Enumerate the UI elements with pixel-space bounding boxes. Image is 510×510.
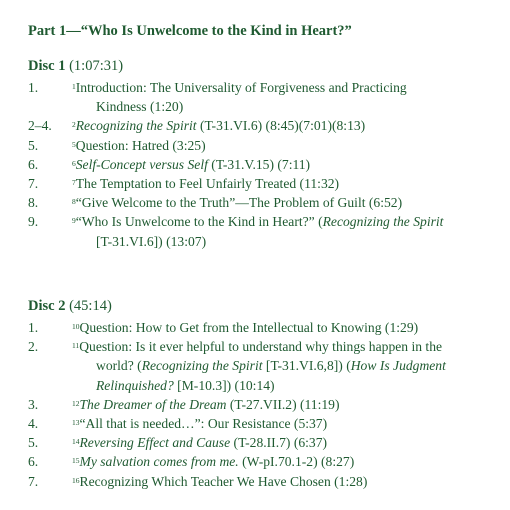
footnote-marker: 6 — [72, 158, 76, 168]
item-text: (T-27.VII.2) (11:19) — [226, 396, 340, 412]
disc-2-track-list — [28, 318, 498, 491]
italic-title-text: Recognizing the Spirit — [322, 214, 444, 230]
item-text: [T-31.VI.6]) (13:07) — [96, 233, 207, 249]
italic-title-text: Recognizing the Spirit — [141, 358, 263, 374]
track-item — [28, 395, 498, 414]
track-number: 7. — [28, 176, 39, 192]
item-text: [M-10.3]) (10:14) — [173, 377, 275, 393]
track-item — [28, 414, 498, 433]
item-text: Question: Hatred (3:25) — [75, 137, 206, 153]
track-item — [28, 116, 498, 135]
item-continuation-line — [72, 97, 498, 116]
track-number: 5. — [28, 435, 39, 451]
disc-2-heading — [28, 297, 112, 316]
item-text: “All that is needed…”: Our Resistance (5:37) — [79, 416, 328, 432]
disc-1-track-list — [28, 78, 498, 251]
disc-1-heading — [28, 57, 123, 76]
track-item — [28, 136, 498, 155]
footnote-marker: 16 — [72, 475, 80, 485]
item-text: (W-pI.70.1-2) (8:27) — [238, 454, 355, 470]
footnote-marker: 1 — [72, 82, 76, 91]
footnote-marker: 14 — [72, 437, 80, 447]
track-item — [28, 193, 498, 212]
track-number: 1. — [28, 320, 39, 335]
track-number: 3. — [28, 396, 39, 412]
item-text: Question: Is it ever helpful to understand why things happen in the — [79, 339, 443, 355]
item-continuation-line — [72, 232, 498, 251]
track-number: 6. — [28, 454, 39, 470]
disc-duration: (45:14) — [69, 298, 112, 314]
track-item — [28, 212, 498, 250]
item-text: world? ( — [96, 358, 142, 374]
track-item — [28, 337, 498, 395]
track-number: 5. — [28, 137, 39, 153]
footnote-marker: 7 — [72, 178, 76, 188]
track-number: 2. — [28, 339, 39, 355]
track-number: 8. — [28, 195, 39, 211]
item-text: Question: How to Get from the Intellectual to Knowing (1:29) — [79, 320, 419, 335]
italic-title-text: The Dreamer of the Dream — [79, 396, 227, 412]
item-text: (T-31.VI.6) (8:45)(7:01)(8:13) — [196, 118, 366, 134]
italic-title-text: Relinquished? — [96, 377, 174, 393]
track-number: 7. — [28, 473, 39, 489]
footnote-marker: 12 — [72, 398, 80, 408]
item-text: (T-31.V.15) (7:11) — [207, 156, 311, 172]
footnote-marker: 11 — [72, 341, 80, 351]
track-item — [28, 433, 498, 452]
track-item — [28, 78, 498, 116]
italic-title-text: How Is Judgment — [350, 358, 446, 374]
track-number: 2–4. — [28, 118, 52, 134]
track-number: 6. — [28, 156, 39, 172]
footnote-marker: 8 — [72, 197, 76, 207]
italic-title-text: My salvation comes from me. — [79, 454, 239, 470]
italic-title-text: Reversing Effect and Cause — [79, 435, 231, 451]
item-text: Kindness (1:20) — [96, 99, 184, 115]
item-text: [T-31.VI.6,8]) ( — [262, 358, 351, 374]
footnote-marker: 10 — [72, 322, 80, 331]
disc-label: Disc 1 — [28, 58, 66, 74]
item-text: The Temptation to Feel Unfairly Treated (11:32) — [75, 176, 340, 192]
item-text: Introduction: The Universality of Forgiveness and Practicing — [75, 80, 407, 95]
track-item — [28, 155, 498, 174]
item-text: (T-28.II.7) (6:37) — [230, 435, 328, 451]
track-number: 9. — [28, 214, 39, 230]
track-item — [28, 472, 498, 491]
disc-duration: (1:07:31) — [69, 58, 124, 74]
footnote-marker: 13 — [72, 418, 80, 428]
footnote-marker: 2 — [72, 120, 76, 130]
item-text: “Who Is Unwelcome to the Kind in Heart?” ( — [75, 214, 323, 230]
disc-label: Disc 2 — [28, 298, 66, 314]
item-continuation-line — [72, 356, 498, 375]
track-number: 4. — [28, 416, 39, 432]
track-number: 1. — [28, 80, 39, 95]
italic-title-text: Recognizing the Spirit — [75, 118, 197, 134]
item-continuation-line — [72, 376, 498, 395]
footnote-marker: 15 — [72, 456, 80, 466]
item-text: “Give Welcome to the Truth”—The Problem of Guilt (6:52) — [75, 195, 403, 211]
track-item — [28, 452, 498, 471]
italic-title-text: Self-Concept versus Self — [75, 156, 208, 172]
footnote-marker: 9 — [72, 216, 76, 226]
item-text: Recognizing Which Teacher We Have Chosen (1:28) — [79, 473, 368, 489]
page-title: Part 1—“Who Is Unwelcome to the Kind in Heart?” — [28, 23, 352, 39]
track-item — [28, 318, 498, 337]
footnote-marker: 5 — [72, 139, 76, 149]
track-item — [28, 174, 498, 193]
